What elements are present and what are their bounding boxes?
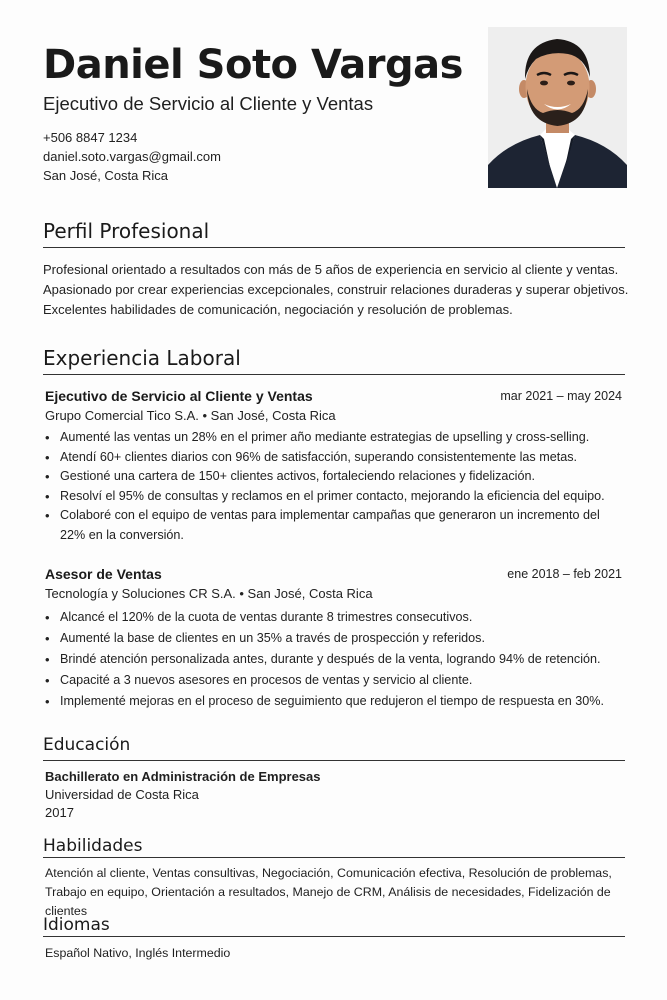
- achievement-item: • Atendí 60+ clientes diarios con 96% de satisfacción, superando consistentemente las metas.: [45, 448, 615, 468]
- section-divider: [43, 374, 625, 375]
- job-company: Tecnología y Soluciones CR S.A. • San José, Costa Rica: [45, 586, 373, 601]
- experience-heading: Experiencia Laboral: [43, 346, 241, 370]
- portrait-image: [488, 27, 627, 188]
- skills-list: Atención al cliente, Ventas consultivas, Negociación, Comunicación efectiva, Resolución de problemas, Trabajo en equipo, Orientación a resultados, Manejo de CRM, Análisis de necesidades, Fidelización de clientes: [45, 866, 612, 918]
- phone-number: +506 8847 1234: [43, 130, 138, 145]
- achievement-item: • Resolví el 95% de consultas y reclamos en el primer contacto, mejorando la eficiencia del equipo.: [45, 487, 615, 507]
- education-heading: Educación: [43, 735, 131, 755]
- education-year: 2017: [45, 805, 74, 820]
- achievement-item: • Aumenté la base de clientes en un 35% a través de prospección y referidos.: [45, 628, 615, 649]
- section-divider: [43, 247, 625, 248]
- candidate-name: Daniel Soto Vargas: [43, 42, 463, 88]
- location: San José, Costa Rica: [43, 168, 169, 183]
- profile-heading: Perfil Profesional: [43, 219, 210, 243]
- section-divider: [43, 936, 625, 937]
- education-degree: Bachillerato en Administración de Empresas: [45, 769, 321, 784]
- job-dates: ene 2018 – feb 2021: [507, 567, 622, 581]
- achievement-item: • Colaboré con el equipo de ventas para implementar campañas que generaron un incremento del 22% en la conversión.: [45, 506, 615, 545]
- section-divider: [43, 857, 625, 858]
- languages-list: Español Nativo, Inglés Intermedio: [45, 946, 231, 960]
- job-title: Asesor de Ventas: [45, 566, 162, 582]
- candidate-title: Ejecutivo de Servicio al Cliente y Ventas: [43, 93, 374, 114]
- languages-heading: Idiomas: [43, 915, 110, 935]
- skills-heading: Habilidades: [43, 836, 143, 856]
- achievement-item: • Gestioné una cartera de 150+ clientes activos, fortaleciendo relaciones y fidelización.: [45, 467, 615, 487]
- education-school: Universidad de Costa Rica: [45, 787, 199, 802]
- job-achievements: [45, 428, 615, 546]
- achievement-item: • Brindé atención personalizada antes, durante y después de la venta, logrando 94% de retención.: [45, 649, 615, 670]
- job-dates: mar 2021 – may 2024: [500, 389, 622, 403]
- job-company: Grupo Comercial Tico S.A. • San José, Costa Rica: [45, 408, 336, 423]
- profile-summary: Profesional orientado a resultados con más de 5 años de experiencia en servicio al cliente y ventas. Apasionado por crear experiencias excepcionales, construir relaciones duraderas y superar objetivos. Excelentes habilidades de comunicación, negociación y resolución de problemas.: [43, 262, 629, 317]
- achievement-item: • Implementé mejoras en el proceso de seguimiento que redujeron el tiempo de respuesta en 30%.: [45, 691, 615, 712]
- section-divider: [43, 760, 625, 761]
- achievement-item: • Alcancé el 120% de la cuota de ventas durante 8 trimestres consecutivos.: [45, 607, 615, 628]
- profile-photo: [488, 27, 627, 188]
- contact-info: [43, 128, 221, 185]
- achievement-item: • Capacité a 3 nuevos asesores en procesos de ventas y servicio al cliente.: [45, 670, 615, 691]
- achievement-item: • Aumenté las ventas un 28% en el primer año mediante estrategias de upselling y cross-selling.: [45, 428, 615, 448]
- job-title: Ejecutivo de Servicio al Cliente y Ventas: [45, 388, 313, 404]
- email-address: daniel.soto.vargas@gmail.com: [43, 149, 221, 164]
- job-achievements: [45, 607, 615, 712]
